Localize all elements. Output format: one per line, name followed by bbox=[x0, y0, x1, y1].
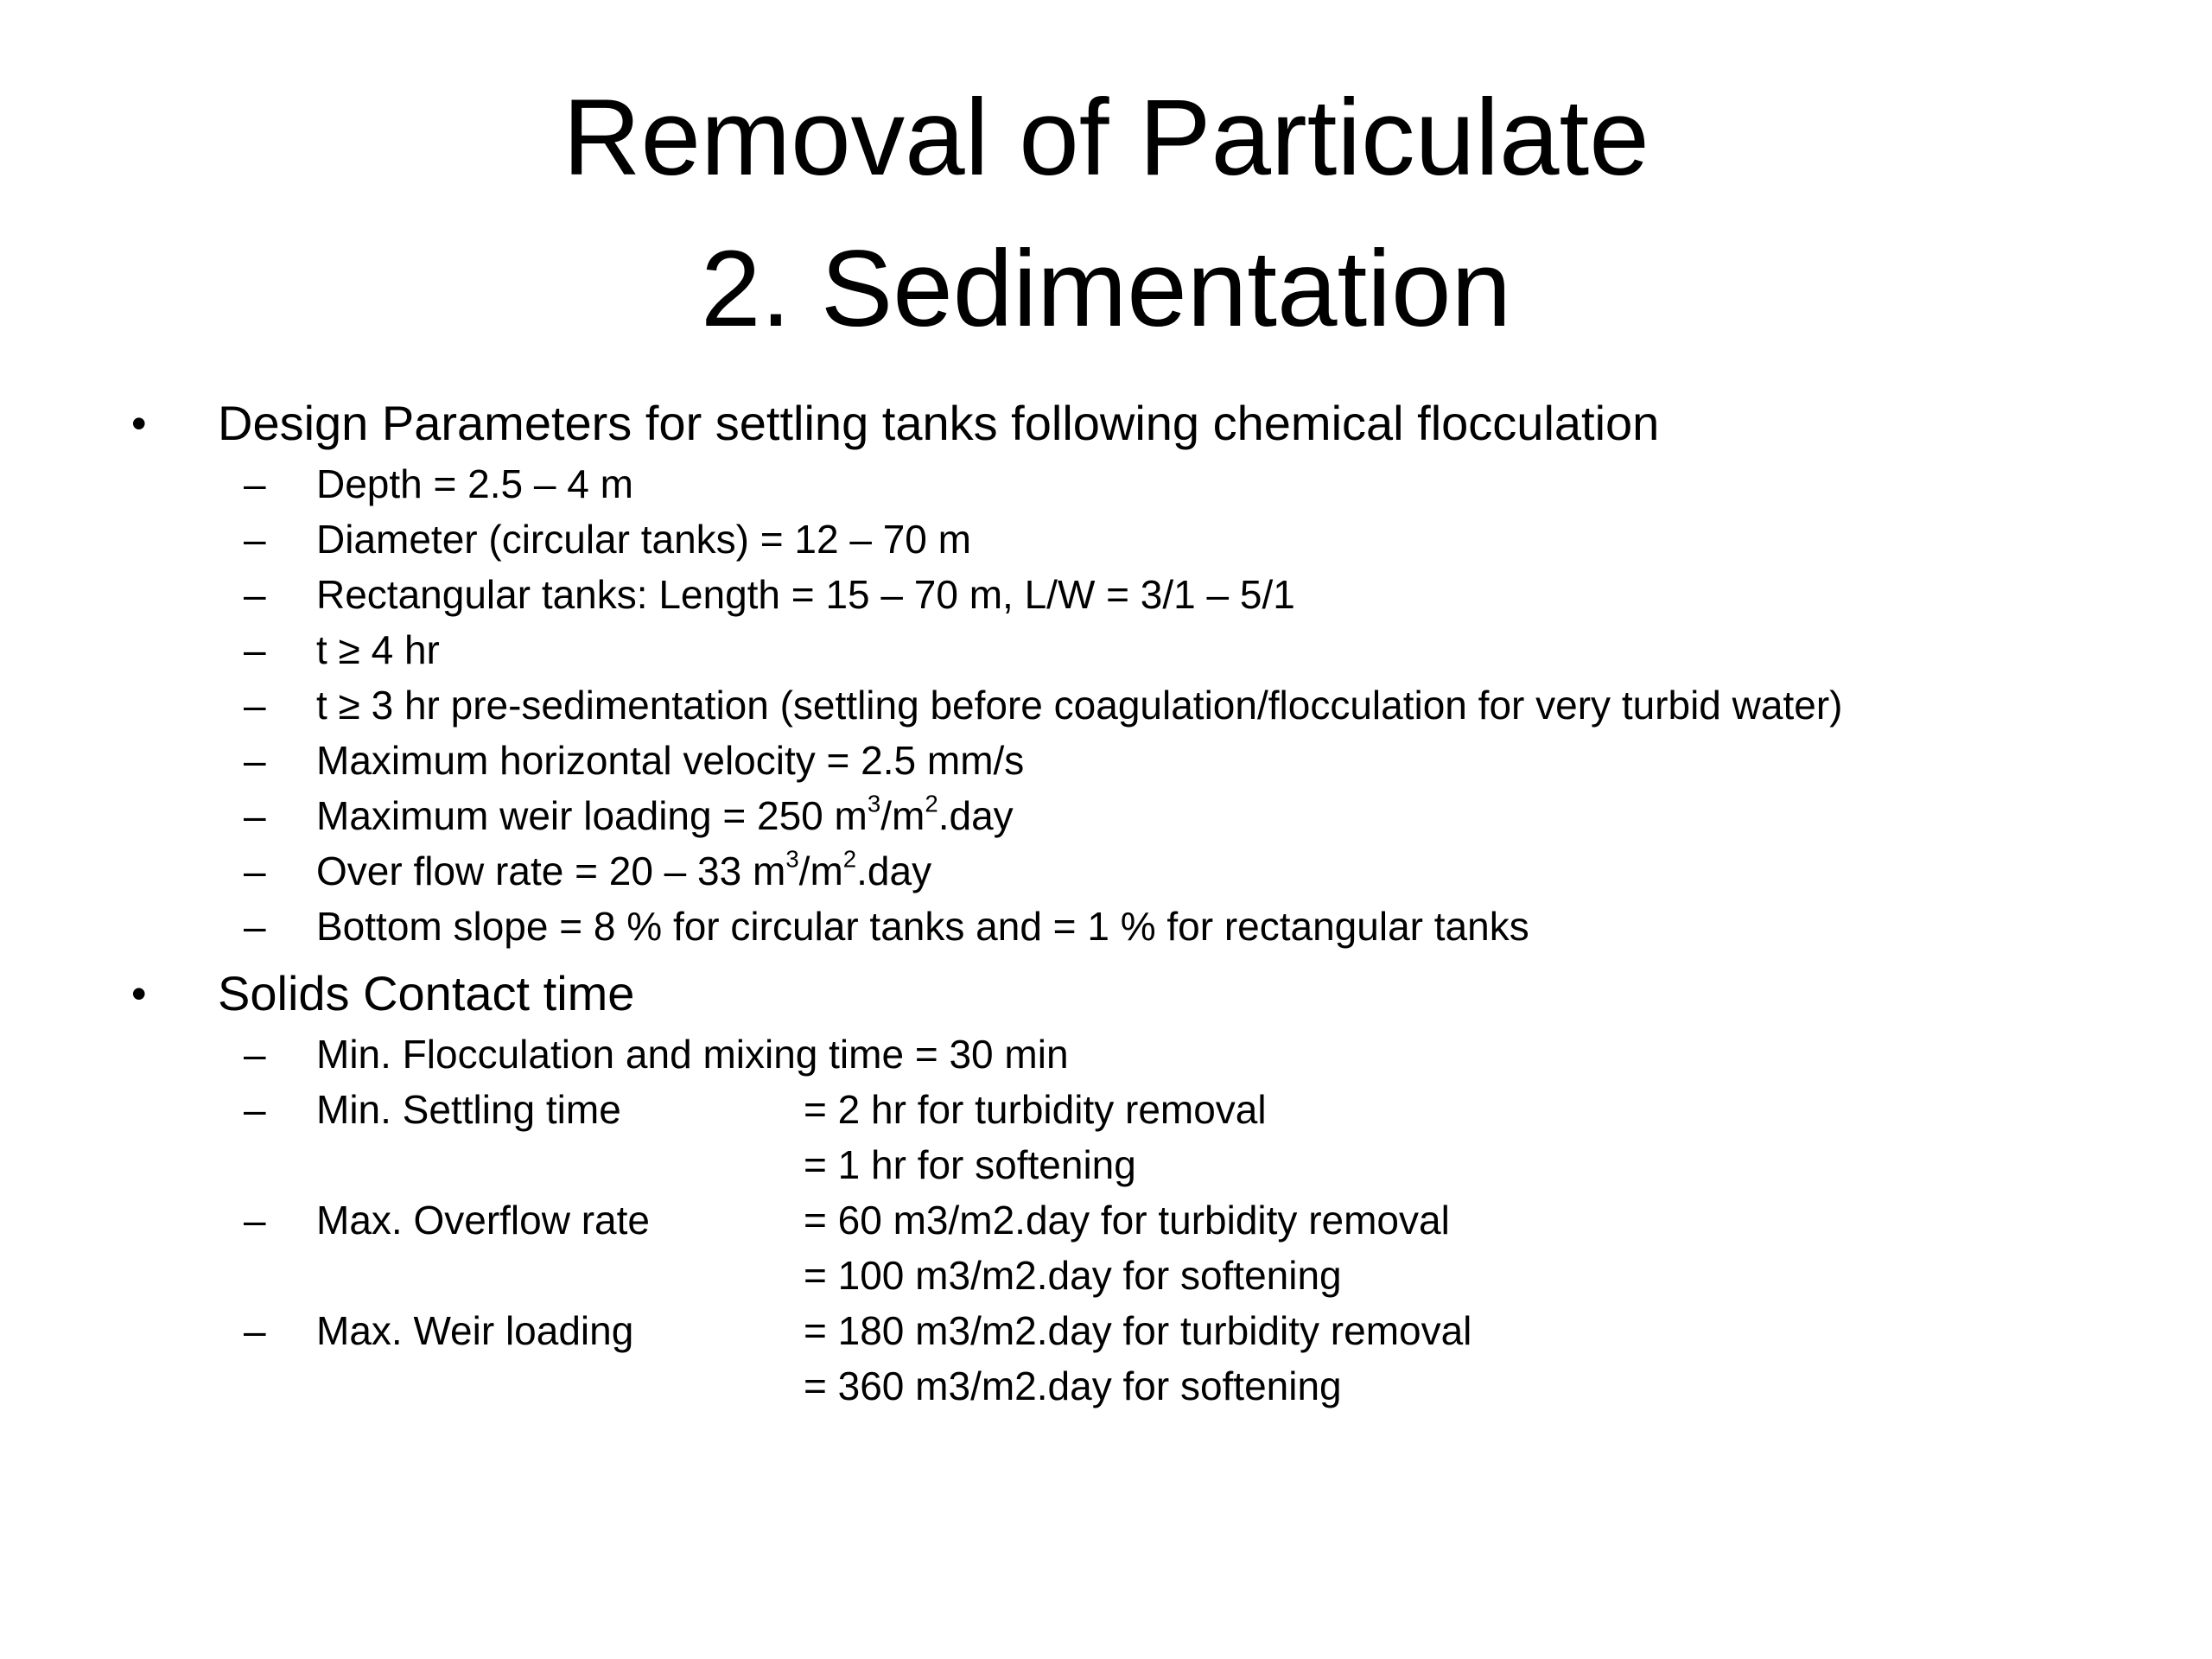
item-max-overflow-value: = 100 m3/m2.day for softening bbox=[804, 1253, 1342, 1298]
dash-marker: – bbox=[244, 793, 266, 838]
item-max-weir-value: = 180 m3/m2.day for turbidity removal bbox=[804, 1308, 1472, 1353]
slide-title-line-1: Removal of Particulate bbox=[563, 78, 1649, 198]
dash-marker: – bbox=[244, 1032, 266, 1077]
dash-marker: – bbox=[244, 517, 266, 562]
dash-marker: – bbox=[244, 904, 266, 949]
dash-marker: – bbox=[244, 572, 266, 617]
item-overflow-rate: Over flow rate = 20 – 33 $m^3/m^2.day$ bbox=[316, 845, 932, 893]
dash-marker: – bbox=[244, 1087, 266, 1132]
item-diameter: Diameter (circular tanks) = 12 – 70 m bbox=[316, 517, 971, 562]
dash-marker: – bbox=[244, 1198, 266, 1243]
item-detention-time: t ≥ 4 hr bbox=[316, 627, 440, 672]
item-max-weir-label: Max. Weir loading bbox=[316, 1308, 634, 1353]
item-max-overflow-label: Max. Overflow rate bbox=[316, 1198, 650, 1243]
section-heading-solids-contact: Solids Contact time bbox=[218, 966, 635, 1020]
item-min-settling-label: Min. Settling time bbox=[316, 1087, 621, 1132]
bullet-marker: • bbox=[131, 399, 147, 448]
dash-marker: – bbox=[244, 627, 266, 672]
item-bottom-slope: Bottom slope = 8 % for circular tanks and = 1 % for rectangular tanks bbox=[316, 904, 1529, 949]
item-min-settling-value: = 2 hr for turbidity removal bbox=[804, 1087, 1267, 1132]
section-heading-design-parameters: Design Parameters for settling tanks following chemical flocculation bbox=[218, 396, 1660, 450]
item-depth: Depth = 2.5 – 4 m bbox=[316, 461, 633, 506]
bullet-marker: • bbox=[131, 969, 147, 1018]
dash-marker: – bbox=[244, 1308, 266, 1353]
item-min-settling-value: = 1 hr for softening bbox=[804, 1142, 1136, 1187]
item-max-weir-value: = 360 m3/m2.day for softening bbox=[804, 1363, 1342, 1408]
dash-marker: – bbox=[244, 849, 266, 893]
item-max-overflow-value: = 60 m3/m2.day for turbidity removal bbox=[804, 1198, 1450, 1243]
item-pre-sedimentation: t ≥ 3 hr pre-sedimentation (settling before coagulation/flocculation for very turbid water) bbox=[316, 683, 1843, 728]
item-min-flocculation: Min. Flocculation and mixing time = 30 min bbox=[316, 1032, 1069, 1077]
item-rectangular-tanks: Rectangular tanks: Length = 15 – 70 m, L/W = 3/1 – 5/1 bbox=[316, 572, 1295, 617]
dash-marker: – bbox=[244, 738, 266, 783]
item-weir-loading: Maximum weir loading = 250 $m^3/m^2.day$ bbox=[316, 790, 1014, 838]
dash-marker: – bbox=[244, 461, 266, 506]
dash-marker: – bbox=[244, 683, 266, 728]
item-horizontal-velocity: Maximum horizontal velocity = 2.5 mm/s bbox=[316, 738, 1025, 783]
slide-title-line-2: 2. Sedimentation bbox=[700, 229, 1512, 349]
